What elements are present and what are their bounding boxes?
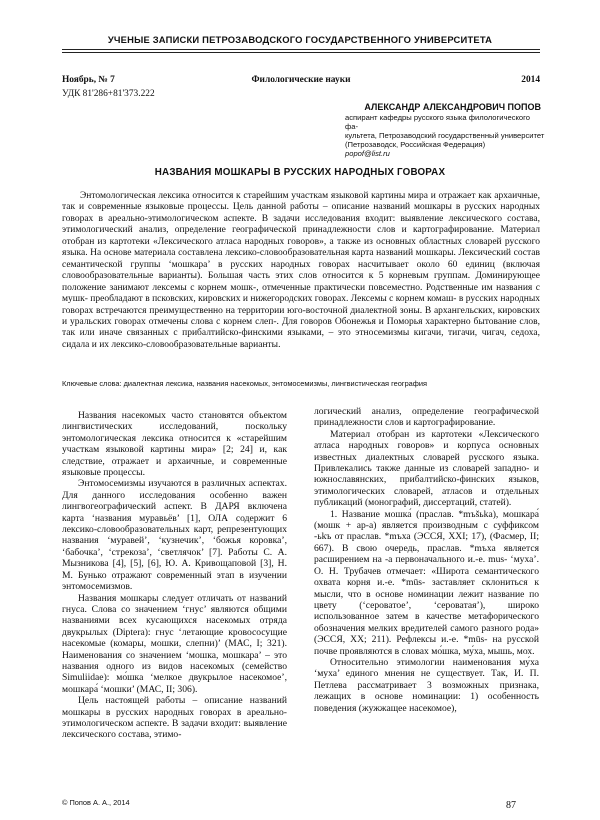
journal-title: УЧЕНЫЕ ЗАПИСКИ ПЕТРОЗАВОДСКОГО ГОСУДАРСТВЕННОГО УНИВЕРСИТЕТА — [107, 34, 493, 45]
author-affiliation — [345, 113, 545, 158]
body-paragraph: Относительно этимологии наименования му́ха ‘муха’ единого мнения не существует. Так, И. П. Петлева рассматривает 3 возможных признака, лежащих в основе номинации: 1) особенность поведения (жужжащее насекомое), — [314, 656, 539, 714]
body-paragraph: Энтомосемизмы изучаются в различных аспектах. Для данного исследования особенно важен лингвогеографический аспект. В ДАРЯ включена карта ‘названия муравьёв’ [1], ОЛА содержит 6 лексико-словообразовательных карт, репрезентующих названия ‘муравей’, ‘кузнечик’, ‘божья коровка’, ‘бабочка’, ‘стрекоза’, ‘светлячок’ [7]. Работы С. А. Мызникова [4], [5], [6], Ю. А. Кривощаповой [3], Н. М. Бунько отражают современный этап в изучении энтомосемизмов. — [62, 478, 287, 593]
author-name: АЛЕКСАНДР АЛЕКСАНДРОВИЧ ПОПОВ — [364, 102, 541, 112]
body-column-left — [62, 410, 287, 741]
affiliation-line: культета, Петрозаводский государственный университет — [345, 131, 545, 141]
udk-code: УДК 81'286+81'373.222 — [62, 89, 155, 99]
section-name: Филологические науки — [251, 75, 351, 85]
page-number: 87 — [506, 800, 516, 811]
body-paragraph: Цель настоящей работы – описание названий мошкары в русских народных говорах в ареально-этимологическом аспекте. В задачи входит: выявление лексического состава, этимо- — [62, 695, 287, 741]
body-paragraph: логический анализ, определение географической принадлежности слов и картографирование. — [314, 406, 539, 429]
body-column-right — [314, 406, 539, 714]
body-paragraph: 1. Название мошка́ (праслав. *mъšьka), мошкара́ (мошк + ар-а) является производным с суффиксом -ьkъ от праслав. *mъха (ЭССЯ, XXI; 17), (Фасмер, II; 667). В свою очередь, праслав. *mъха является расширением на -а первоначального и.-е. mus- ‘муха’. О. Н. Трубачев отмечает: «Широта семантического охвата корня и.-е. *mūs- заставляет склониться к мысли, что в основе номинации лежит название по цвету (‘сероватое’, ‘сероватая’), широко использованное затем в качестве метафорического обозначения мелких вредителей самого разного рода» (ЭССЯ, XX; 211). Рефлексы и.-е. *mūs- на русской почве проявляются в словах мо́шка, му́ха, мышь, мох. — [314, 508, 539, 657]
header-rule-bottom — [62, 52, 540, 53]
copyright-notice: © Попов А. А., 2014 — [62, 798, 130, 807]
body-paragraph: Материал отобран из картотеки «Лексического атласа народных говоров» и корпуса основных известных диалектных словарей русского языка. Привлекались также данные из словарей западно- и южнославянских, прибалтийско-финских языков, этимологических словарей, атласов и отдельных публикаций (монографий, диссертаций, статей). — [314, 428, 539, 509]
affiliation-line: аспирант кафедры русского языка филологического фа- — [345, 113, 530, 132]
body-paragraph: Названия насекомых часто становятся объектом лингвистических исследований, поскольку энтомологическая лексика относится к «старейшим участкам языковой картины мира» [2; 24] и, как следствие, отражает и архаичные, и современные языковые процессы. — [62, 410, 287, 479]
body-paragraph: Названия мошкары следует отличать от названий гнуса. Слова со значением ‘гнус’ являются общими названиями всех кусающихся насекомых отряда двукрылых (Diptera): гнус ‘летающие кровососущие насекомые (комары, мошки, слепни)’ (МАС, I; 321). Наименования со значением ‘мошка, мошкара’ – это названия одного из видов насекомых (семейство Simuliidae): мо́шка ‘мелкое двукрылое насекомое’, мошкара́ ‘мошки’ (МАС, II; 306). — [62, 592, 287, 695]
keywords: Ключевые слова: диалектная лексика, названия насекомых, энтомосемизмы, лингвистическая география — [62, 379, 427, 388]
affiliation-line: (Петрозаводск, Российская Федерация) — [345, 140, 486, 150]
issue-year: 2014 — [521, 75, 540, 85]
header-rule-top — [62, 49, 540, 50]
abstract — [62, 191, 540, 351]
abstract-text: Энтомологическая лексика относится к старейшим участкам языковой картины мира и отражает как архаичные, так и современные языковые процессы. Цель данной работы – описание названий мошкары в русских народных говорах в ареально-этимологическом аспекте. В задачи исследования входит: выявление лексического состава, этимологический анализ, определение географической принадлежности слов и картографирование. Материал отобран из картотеки «Лексического атласа народных говоров», а также из основных областных словарей русского языка. На основе материала составлена лексико-словообразовательная карта названий мошкары. Лексический состав семантической группы ‘мошкара’ в русских народных говорах насчитывает около 60 единиц (включая словообразовательные варианты). Большая часть этих слов относится к 5 корневым группам. Доминирующее положение занимают лексемы с корнем мошк-, отмеченные практически повсеместно. Родственные им названия с мушк- преобладают в псковских, кировских и нижегородских говорах. Лексемы с корнем комаш- в русских народных говорах встречаются преимущественно на территории юго-восточной диалектной зоны. В архангельских, кировских и уральских говорах отмечены слова с корнем слеп-. Для говоров Обонежья и Поморья характерно бытование слов, так или иначе связанных с прибалтийско-финскими языками, – это этносемизмы кигачи, тигачи, чигач, седоха, сидала и их лексико-словообразовательные варианты. — [62, 191, 540, 350]
issue-number: Ноябрь, № 7 — [62, 75, 115, 85]
author-email[interactable]: popof@list.ru — [345, 149, 390, 159]
article-title: НАЗВАНИЯ МОШКАРЫ В РУССКИХ НАРОДНЫХ ГОВОРАХ — [154, 167, 446, 178]
